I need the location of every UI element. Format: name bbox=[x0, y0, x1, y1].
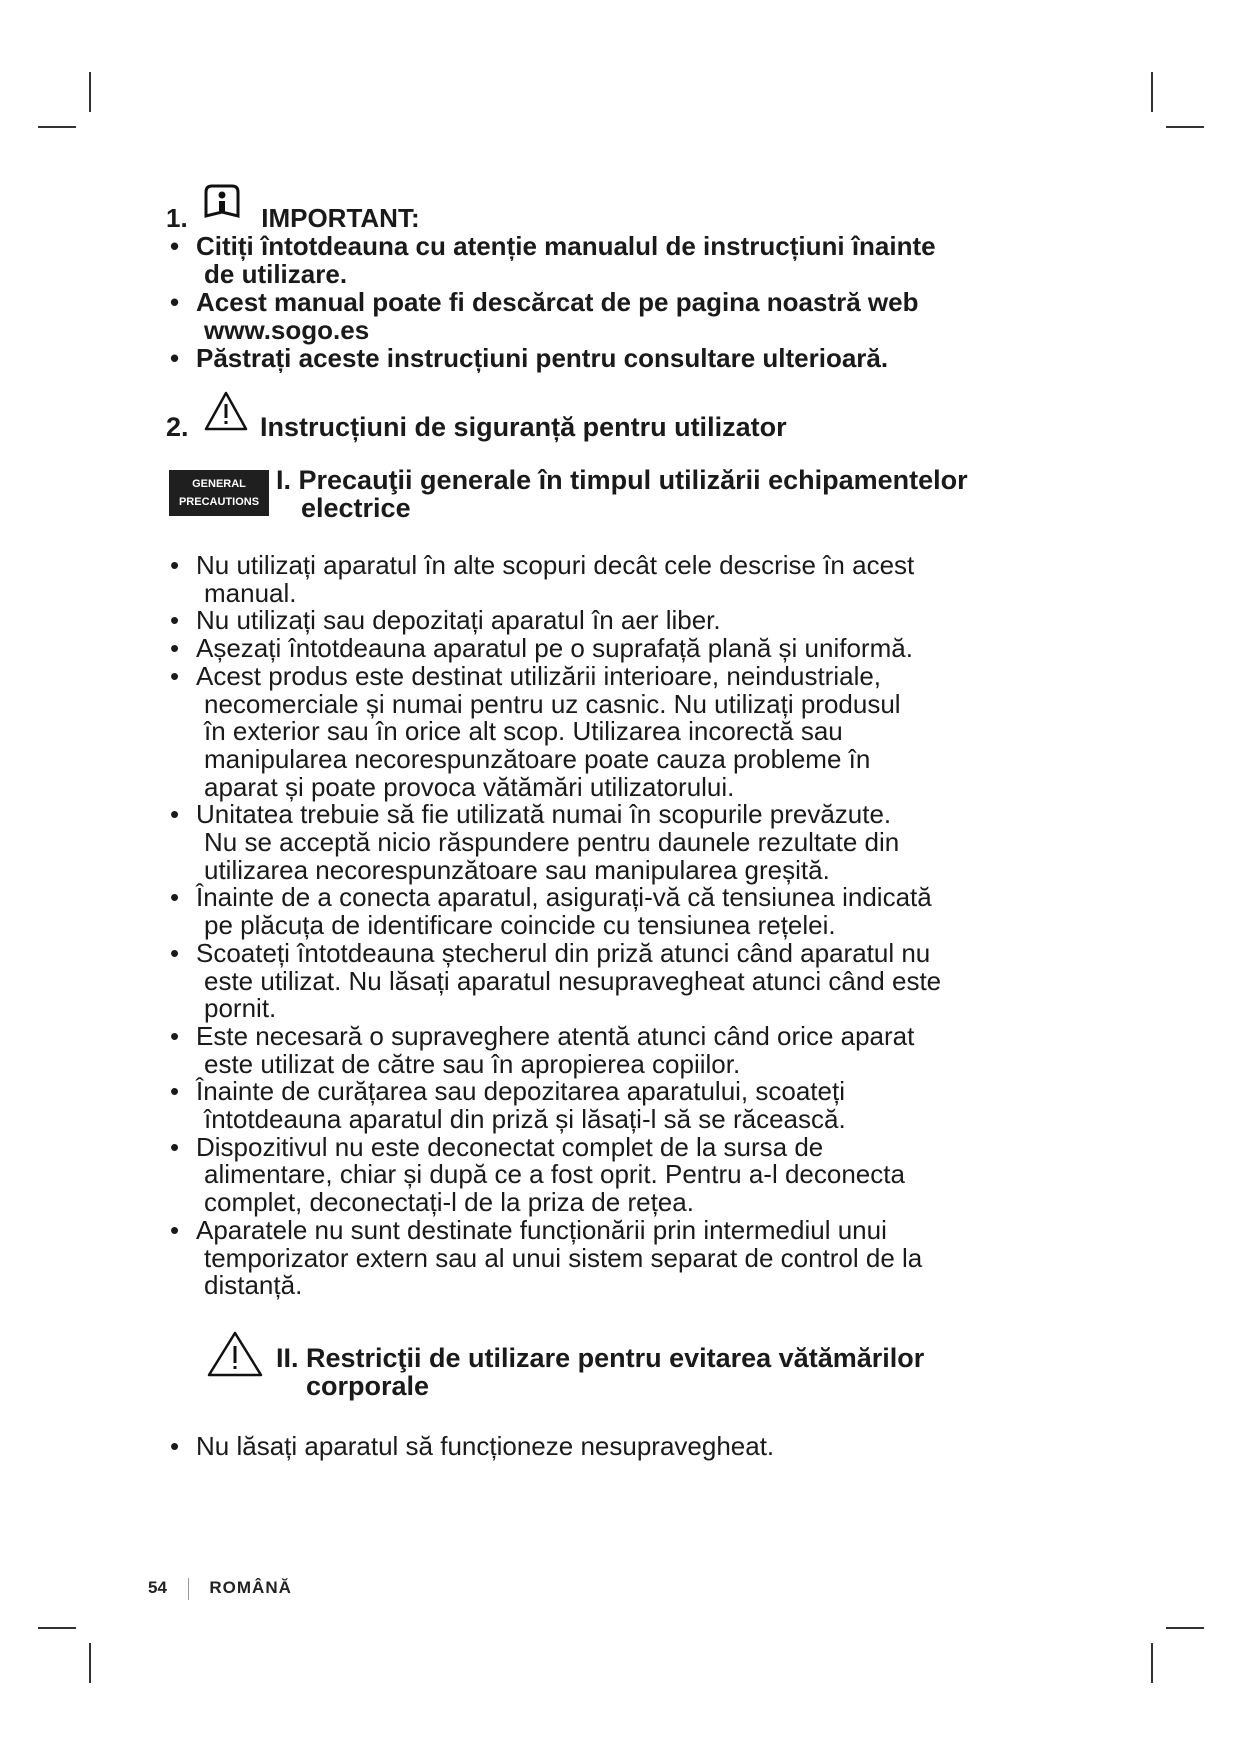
info-book-icon bbox=[202, 182, 242, 222]
subsection-title: I. Precauţii generale în timpul utilizării echipamentelor electrice bbox=[276, 465, 968, 523]
list-item: • Păstrați aceste instrucțiuni pentru consultare ulterioară. bbox=[166, 344, 1086, 372]
page-footer bbox=[148, 1578, 292, 1600]
page-number: 54 bbox=[148, 1578, 167, 1598]
list-item: • Citiți întotdeauna cu atenție manualul de instrucțiuni înainte de utilizare. bbox=[166, 232, 1086, 288]
warning-triangle-icon bbox=[203, 390, 249, 432]
list-item: • Unitatea trebuie să fie utilizată numai în scopurile prevăzute. Nu se acceptă nicio răspundere pentru daunele rezultate din utilizarea necorespunzătoare sau manipularea greșită. bbox=[166, 801, 1086, 884]
warning-triangle-icon bbox=[206, 1330, 264, 1378]
subsection-title: II. Restricţii de utilizare pentru evitarea vătămărilor corporale bbox=[276, 1342, 925, 1401]
list-item: • Aparatele nu sunt destinate funcționării prin intermediul unui temporizator extern sau al unui sistem separat de control de la distanță. bbox=[166, 1217, 1086, 1300]
general-precautions-header bbox=[166, 466, 1086, 526]
restrictions-list bbox=[166, 1432, 1086, 1460]
general-precautions-badge: GENERAL PRECAUTIONS bbox=[169, 470, 269, 516]
list-item: • Acest produs este destinat utilizării interioare, neindustriale, necomerciale și numai pentru uz casnic. Nu utilizați produsul în exterior sau în orice alt scop. Utilizarea incorectă sau manipularea necorespunzătoare poate cauza probleme în aparat și poate provoca vătămări utilizatorului. bbox=[166, 663, 1086, 802]
crop-mark bbox=[1166, 126, 1204, 128]
list-item: • Așezați întotdeauna aparatul pe o suprafață plană și uniformă. bbox=[166, 635, 1086, 663]
crop-mark bbox=[89, 72, 91, 112]
section-title: Instrucțiuni de siguranță pentru utilizator bbox=[260, 412, 787, 442]
section-title: IMPORTANT: bbox=[261, 203, 420, 233]
list-item: • Este necesară o supraveghere atentă atunci când orice aparat este utilizat de către sau în apropierea copiilor. bbox=[166, 1023, 1086, 1078]
crop-mark bbox=[1151, 72, 1153, 112]
section-number: 1. bbox=[166, 203, 188, 233]
crop-mark bbox=[89, 1643, 91, 1683]
crop-mark bbox=[38, 1627, 76, 1629]
section-number: 2. bbox=[166, 412, 189, 442]
important-list bbox=[166, 232, 1086, 372]
list-item: • Dispozitivul nu este deconectat complet de la sursa de alimentare, chiar și după ce a fost oprit. Pentru a-l deconecta complet, deconectați-l de la priza de rețea. bbox=[166, 1134, 1086, 1217]
list-item: • Acest manual poate fi descărcat de pe pagina noastră web www.sogo.es bbox=[166, 288, 1086, 344]
restrictions-header bbox=[166, 1330, 1086, 1410]
section-important-heading bbox=[166, 204, 1086, 232]
list-item: • Nu utilizați sau depozitați aparatul în aer liber. bbox=[166, 607, 1086, 635]
footer-divider bbox=[188, 1578, 189, 1600]
list-item: • Înainte de a conecta aparatul, asigurați-vă că tensiunea indicată pe plăcuța de identificare coincide cu tensiunea rețelei. bbox=[166, 884, 1086, 939]
list-item: • Înainte de curățarea sau depozitarea aparatului, scoateți întotdeauna aparatul din priză și lăsați-l să se răcească. bbox=[166, 1078, 1086, 1133]
list-item: • Nu utilizați aparatul în alte scopuri decât cele descrise în acest manual. bbox=[166, 552, 1086, 607]
crop-mark bbox=[1166, 1627, 1204, 1629]
list-item: • Nu lăsați aparatul să funcționeze nesupravegheat. bbox=[166, 1432, 1086, 1460]
crop-mark bbox=[38, 126, 76, 128]
list-item: • Scoateți întotdeauna ștecherul din priză atunci când aparatul nu este utilizat. Nu lăsați aparatul nesupravegheat atunci când este pornit. bbox=[166, 940, 1086, 1023]
footer-language: ROMÂNĂ bbox=[209, 1578, 292, 1598]
section-safety-heading bbox=[166, 412, 1086, 442]
crop-mark bbox=[1151, 1643, 1153, 1683]
general-precautions-list bbox=[166, 552, 1086, 1300]
page-content bbox=[166, 204, 1086, 1460]
